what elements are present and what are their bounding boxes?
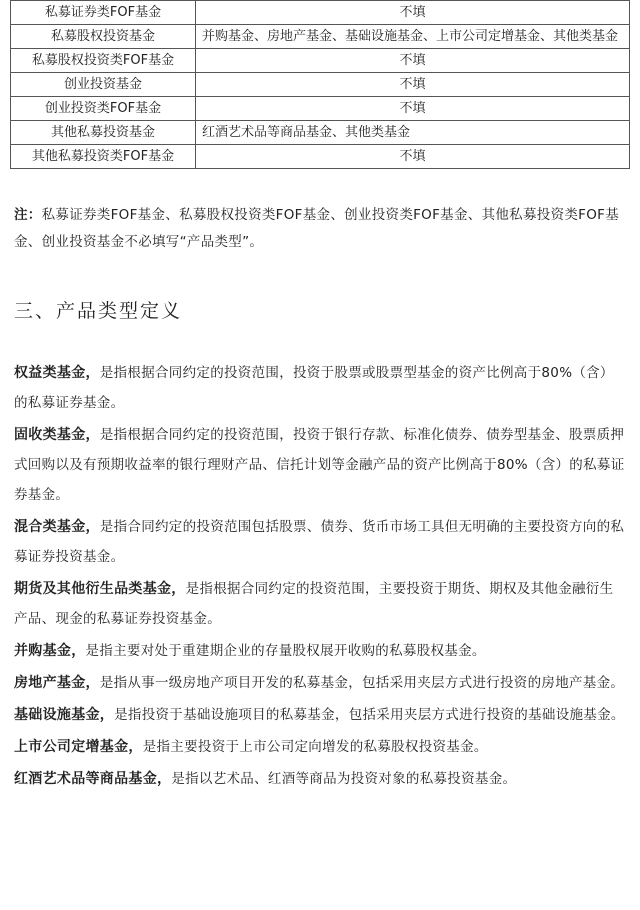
definition-paragraph (14, 732, 626, 762)
fund-type-cell: 私募股权投资基金 (11, 25, 196, 49)
definition-paragraph (14, 636, 626, 666)
definition-text: 是指根据合同约定的投资范围，主要投资于期货、期权及其他金融衍生产品、现金的私募证券投资基金。 (14, 581, 614, 627)
definition-text: 是指投资于基础设施项目的私募基金，包括采用夹层方式进行投资的基础设施基金。 (114, 707, 625, 723)
table-row (11, 73, 630, 97)
table-row (11, 1, 630, 25)
definition-text: 是指以艺术品、红酒等商品为投资对象的私募投资基金。 (171, 771, 517, 787)
note-text: 私募证券类FOF基金、私募股权投资类FOF基金、创业投资类FOF基金、其他私募投资类FOF基金、创业投资基金不必填写“产品类型”。 (14, 207, 620, 250)
table-row (11, 97, 630, 121)
table-row (11, 25, 630, 49)
table-row (11, 49, 630, 73)
product-type-cell: 红酒艺术品等商品基金、其他类基金 (196, 121, 630, 145)
definition-term: 基础设施基金， (14, 707, 115, 723)
product-type-cell: 不填 (196, 73, 630, 97)
definition-paragraph (14, 512, 626, 572)
table-row (11, 121, 630, 145)
definition-term: 权益类基金， (14, 365, 100, 381)
definition-term: 混合类基金， (14, 519, 100, 535)
table-row (11, 145, 630, 169)
table-note (14, 202, 626, 256)
fund-type-cell: 私募证券类FOF基金 (11, 1, 196, 25)
definition-text: 是指从事一级房地产项目开发的私募基金，包括采用夹层方式进行投资的房地产基金。 (99, 675, 625, 691)
definition-paragraph (14, 358, 626, 418)
definition-term: 上市公司定增基金， (14, 739, 143, 755)
definition-text: 是指合同约定的投资范围包括股票、债券、货币市场工具但无明确的主要投资方向的私募证券投资基金。 (14, 519, 625, 565)
note-label: 注： (14, 207, 42, 223)
fund-type-table (10, 0, 630, 169)
definition-term: 房地产基金， (14, 675, 100, 691)
fund-type-cell: 私募股权投资类FOF基金 (11, 49, 196, 73)
definition-paragraph (14, 574, 626, 634)
product-type-cell: 不填 (196, 97, 630, 121)
definition-term: 固收类基金， (14, 427, 100, 443)
definition-paragraph (14, 420, 626, 510)
definition-text: 是指主要对处于重建期企业的存量股权展开收购的私募股权基金。 (85, 643, 486, 659)
product-type-cell: 不填 (196, 49, 630, 73)
definition-term: 并购基金， (14, 643, 86, 659)
definition-text: 是指根据合同约定的投资范围，投资于银行存款、标准化债券、债券型基金、股票质押式回购以及有预期收益率的银行理财产品、信托计划等金融产品的资产比例高于80%（含）的私募证券基金。 (14, 427, 625, 503)
definition-paragraph (14, 700, 626, 730)
definition-text: 是指主要投资于上市公司定向增发的私募股权投资基金。 (142, 739, 488, 755)
definition-paragraph (14, 764, 626, 794)
definition-term: 红酒艺术品等商品基金， (14, 771, 172, 787)
fund-type-cell: 创业投资基金 (11, 73, 196, 97)
product-type-cell: 不填 (196, 145, 630, 169)
definition-paragraph (14, 668, 626, 698)
fund-type-cell: 其他私募投资基金 (11, 121, 196, 145)
definitions-list (14, 358, 626, 796)
product-type-cell: 不填 (196, 1, 630, 25)
definition-term: 期货及其他衍生品类基金， (14, 581, 186, 597)
fund-type-cell: 其他私募投资类FOF基金 (11, 145, 196, 169)
product-type-cell: 并购基金、房地产基金、基础设施基金、上市公司定增基金、其他类基金 (196, 25, 630, 49)
section-heading: 三、产品类型定义 (14, 300, 183, 322)
fund-type-cell: 创业投资类FOF基金 (11, 97, 196, 121)
definition-text: 是指根据合同约定的投资范围，投资于股票或股票型基金的资产比例高于80%（含）的私募证券基金。 (14, 365, 614, 411)
